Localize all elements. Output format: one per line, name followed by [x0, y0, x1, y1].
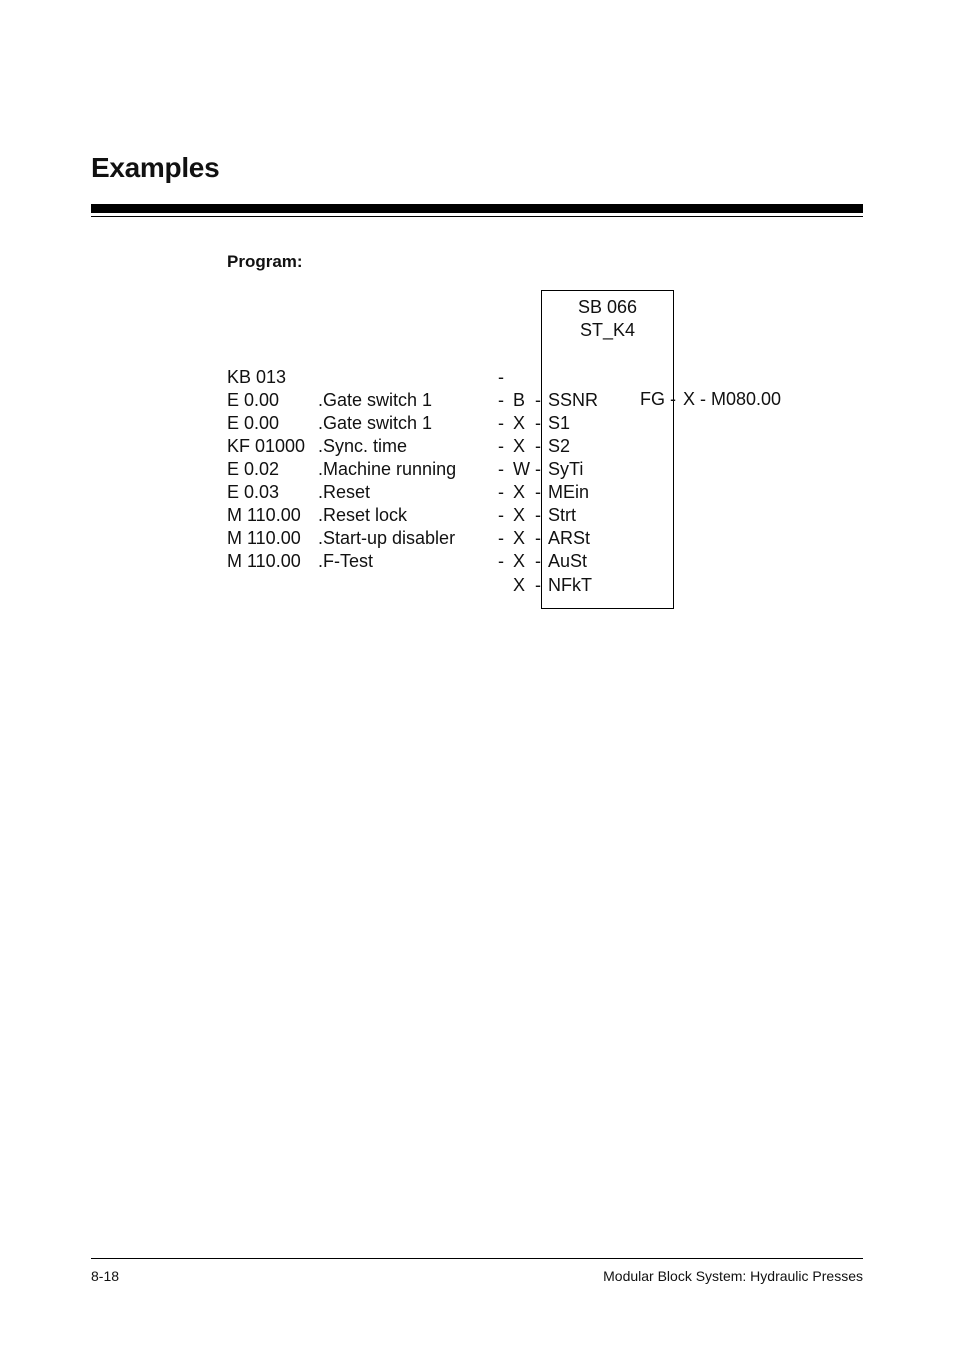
pin-tick: - [535, 390, 541, 410]
block-pin: MEin [548, 482, 590, 502]
parameter-comment: .Machine running [318, 459, 457, 479]
parameter-comment: .Gate switch 1 [318, 413, 433, 433]
parameter-type: B [513, 390, 526, 410]
program-label: Program: [227, 252, 303, 271]
connector-dash: - [498, 551, 504, 571]
parameter-type: X [513, 575, 526, 595]
output-tick: - [670, 389, 676, 409]
block-pin: SSNR [548, 390, 599, 410]
parameter-address: KB 013 [227, 367, 287, 387]
parameter-type: X [513, 482, 526, 502]
pin-tick: - [535, 436, 541, 456]
parameter-comment: .Sync. time [318, 436, 408, 456]
parameter-comment: .Gate switch 1 [318, 390, 433, 410]
parameter-row [0, 459, 954, 482]
connector-dash: - [498, 528, 504, 548]
pin-tick: - [535, 528, 541, 548]
connector-dash: - [498, 505, 504, 525]
parameter-address: E 0.00 [227, 413, 280, 433]
output-assignment: X - M080.00 [683, 389, 782, 409]
pin-tick: - [535, 551, 541, 571]
connector-dash: - [498, 459, 504, 479]
parameter-row [0, 482, 954, 505]
parameter-address: M 110.00 [227, 505, 301, 525]
connector-dash: - [498, 367, 504, 387]
parameter-comment: .Start-up disabler [318, 528, 456, 548]
parameter-type: X [513, 551, 526, 571]
parameter-address: E 0.02 [227, 459, 280, 479]
parameter-comment: .Reset lock [318, 505, 408, 525]
block-number: SB 066 [577, 297, 638, 317]
output-pin: FG [640, 389, 665, 409]
parameter-type: X [513, 436, 526, 456]
parameter-row [0, 413, 954, 436]
page-number: 8-18 [91, 1268, 120, 1284]
pin-tick: - [535, 575, 541, 595]
footer-rule [91, 1258, 863, 1259]
parameter-row [0, 551, 954, 574]
connector-dash: - [498, 413, 504, 433]
pin-tick: - [535, 459, 541, 479]
parameter-address: M 110.00 [227, 551, 301, 571]
pin-tick: - [535, 413, 541, 433]
connector-dash: - [498, 436, 504, 456]
header-rule-thick [91, 204, 863, 213]
parameter-row [0, 436, 954, 459]
connector-dash: - [498, 390, 504, 410]
block-pin: SyTi [548, 459, 584, 479]
parameter-address: E 0.03 [227, 482, 280, 502]
block-pin: Strt [548, 505, 577, 525]
document-title: Modular Block System: Hydraulic Presses [603, 1268, 863, 1284]
parameter-row [0, 390, 954, 413]
block-pin: S1 [548, 413, 571, 433]
pin-tick: - [535, 505, 541, 525]
parameter-row [0, 528, 954, 551]
block-pin: NFkT [548, 575, 592, 595]
parameter-address: M 110.00 [227, 528, 301, 548]
parameter-comment: .Reset [318, 482, 371, 502]
block-pin: AuSt [548, 551, 588, 571]
block-name: ST_K4 [579, 320, 636, 340]
parameter-row [0, 367, 954, 390]
parameter-row [0, 575, 954, 598]
parameter-type: X [513, 505, 526, 525]
connector-dash: - [498, 482, 504, 502]
page-title: Examples [91, 152, 220, 183]
parameter-comment: .F-Test [318, 551, 374, 571]
pin-tick: - [535, 482, 541, 502]
parameter-address: E 0.00 [227, 390, 280, 410]
parameter-type: X [513, 528, 526, 548]
parameter-row [0, 505, 954, 528]
parameter-type: W [513, 459, 530, 479]
parameter-type: X [513, 413, 526, 433]
parameter-address: KF 01000 [227, 436, 306, 456]
block-pin: ARSt [548, 528, 591, 548]
header-rule-thin [91, 216, 863, 217]
block-pin: S2 [548, 436, 571, 456]
